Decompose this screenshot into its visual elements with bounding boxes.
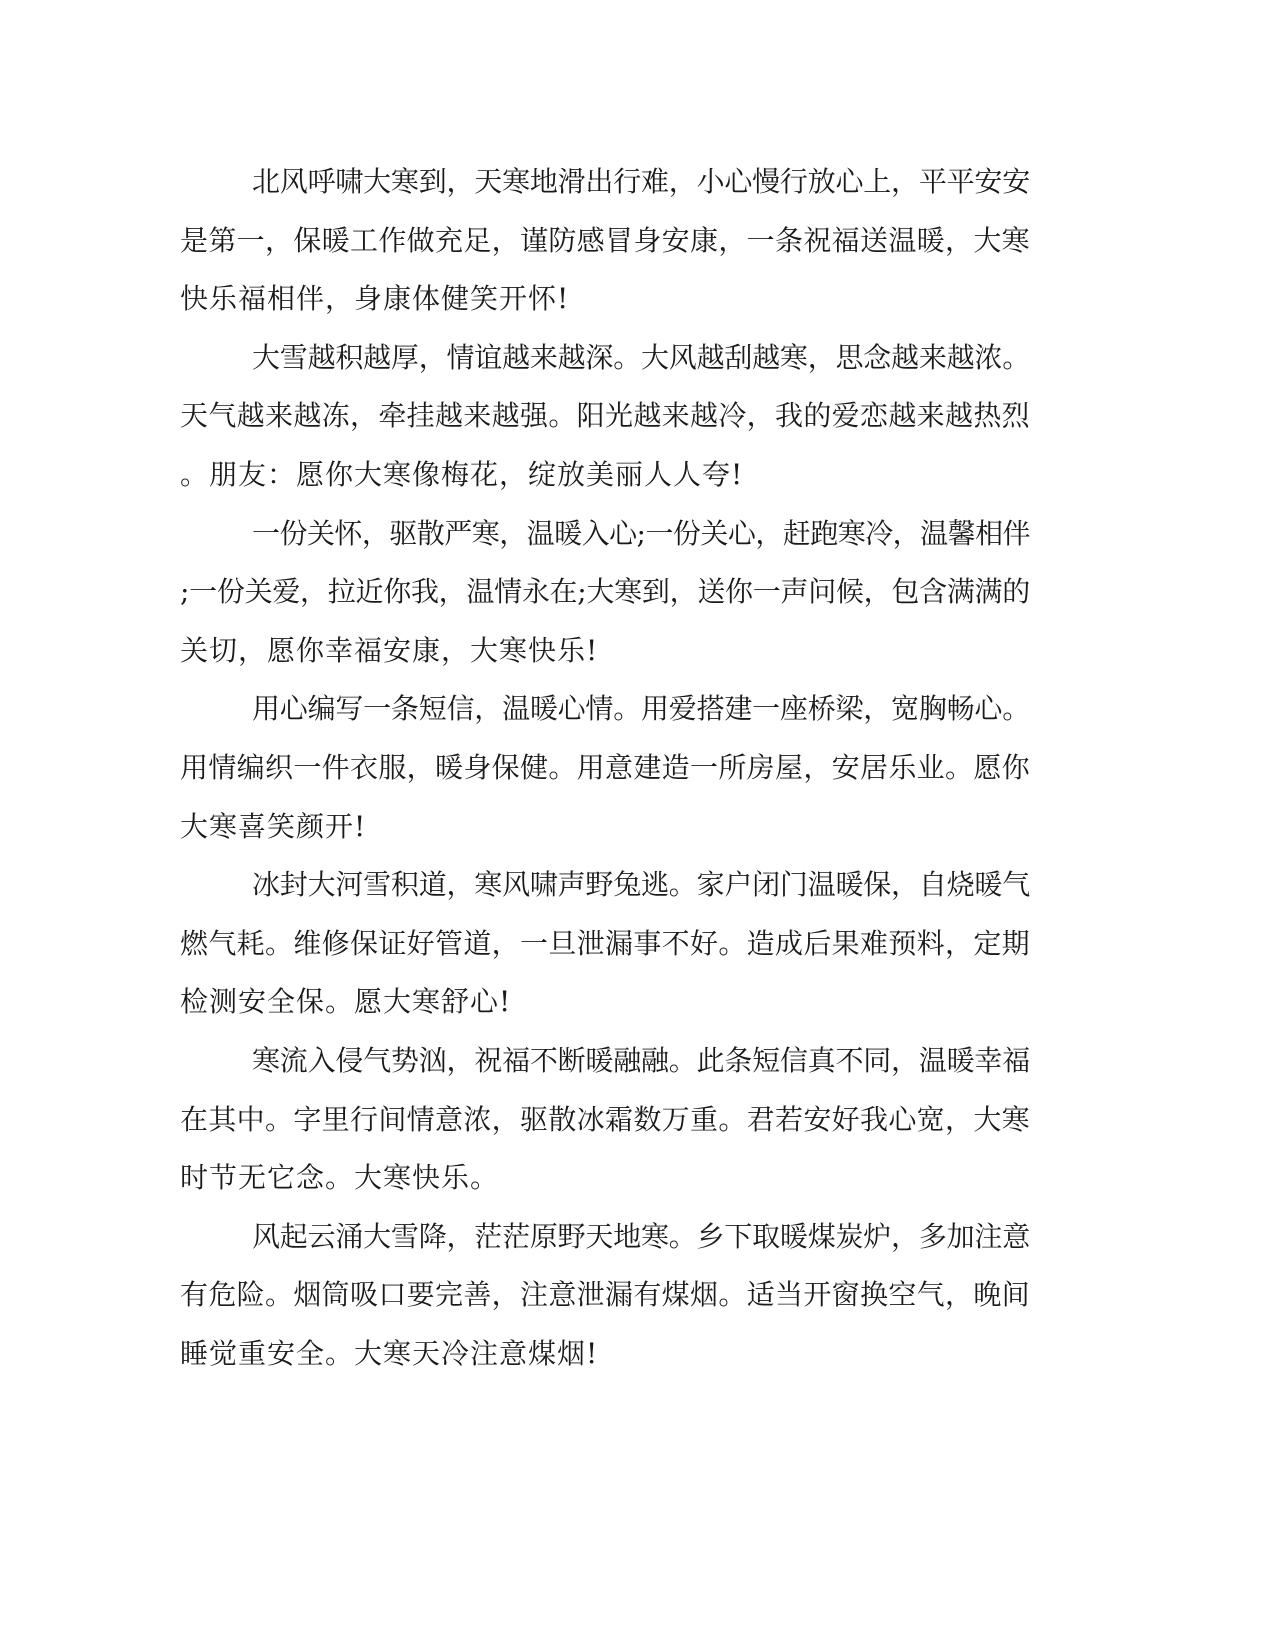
paragraph-line: 大寒喜笑颜开! [180, 809, 367, 843]
paragraph-line: 天气越来越冻，牵挂越来越强。阳光越来越冷，我的爱恋越来越热烈 [180, 399, 1030, 433]
paragraph-first-line: 风起云涌大雪降，茫茫原野天地寒。乡下取暖煤炭炉，多加注意 [252, 1219, 1030, 1253]
paragraph-line: 睡觉重安全。大寒天冷注意煤烟! [180, 1337, 599, 1370]
paragraph-first-line: 北风呼啸大寒到，天寒地滑出行难，小心慢行放心上，平平安安 [252, 165, 1030, 198]
paragraph-line: 时节无它念。大寒快乐。 [180, 1161, 500, 1195]
paragraph-first-line: 寒流入侵气势汹，祝福不断暖融融。此条短信真不同，温暖幸福 [252, 1044, 1030, 1077]
paragraph-line: 快乐福相伴，身康体健笑开怀! [180, 282, 570, 316]
paragraph-line: 是第一，保暖工作做充足，谨防感冒身安康，一条祝福送温暖，大寒 [180, 223, 1030, 257]
paragraph-first-line: 一份关怀，驱散严寒，温暖入心;一份关心，赶跑寒冷，温馨相伴 [252, 516, 1030, 550]
paragraph-line: 有危险。烟筒吸口要完善，注意泄漏有煤烟。适当开窗换空气，晚间 [180, 1278, 1030, 1312]
paragraph-line: 。朋友：愿你大寒像梅花，绽放美丽人人夸! [180, 458, 744, 491]
paragraph-first-line: 用心编写一条短信，温暖心情。用爱搭建一座桥梁，宽胸畅心。 [252, 692, 1030, 726]
paragraph-line: 用情编织一件衣服，暖身保健。用意建造一所房屋，安居乐业。愿你 [180, 751, 1030, 784]
paragraph-line: 燃气耗。维修保证好管道，一旦泄漏事不好。造成后果难预料，定期 [180, 926, 1030, 960]
paragraph-line: 在其中。字里行间情意浓，驱散冰霜数万重。君若安好我心宽，大寒 [180, 1102, 1030, 1136]
paragraph-line: 检测安全保。愿大寒舒心! [180, 985, 512, 1019]
paragraph-first-line: 大雪越积越厚，情谊越来越深。大风越刮越寒，思念越来越浓。 [252, 340, 1030, 374]
paragraph-line: 关切，愿你幸福安康，大寒快乐! [180, 633, 599, 667]
paragraph-line: ;一份关爱，拉近你我，温情永在;大寒到，送你一声问候，包含满满的 [180, 575, 1030, 609]
paragraph-first-line: 冰封大河雪积道，寒风啸声野兔逃。家户闭门温暖保，自烧暖气 [252, 868, 1030, 902]
